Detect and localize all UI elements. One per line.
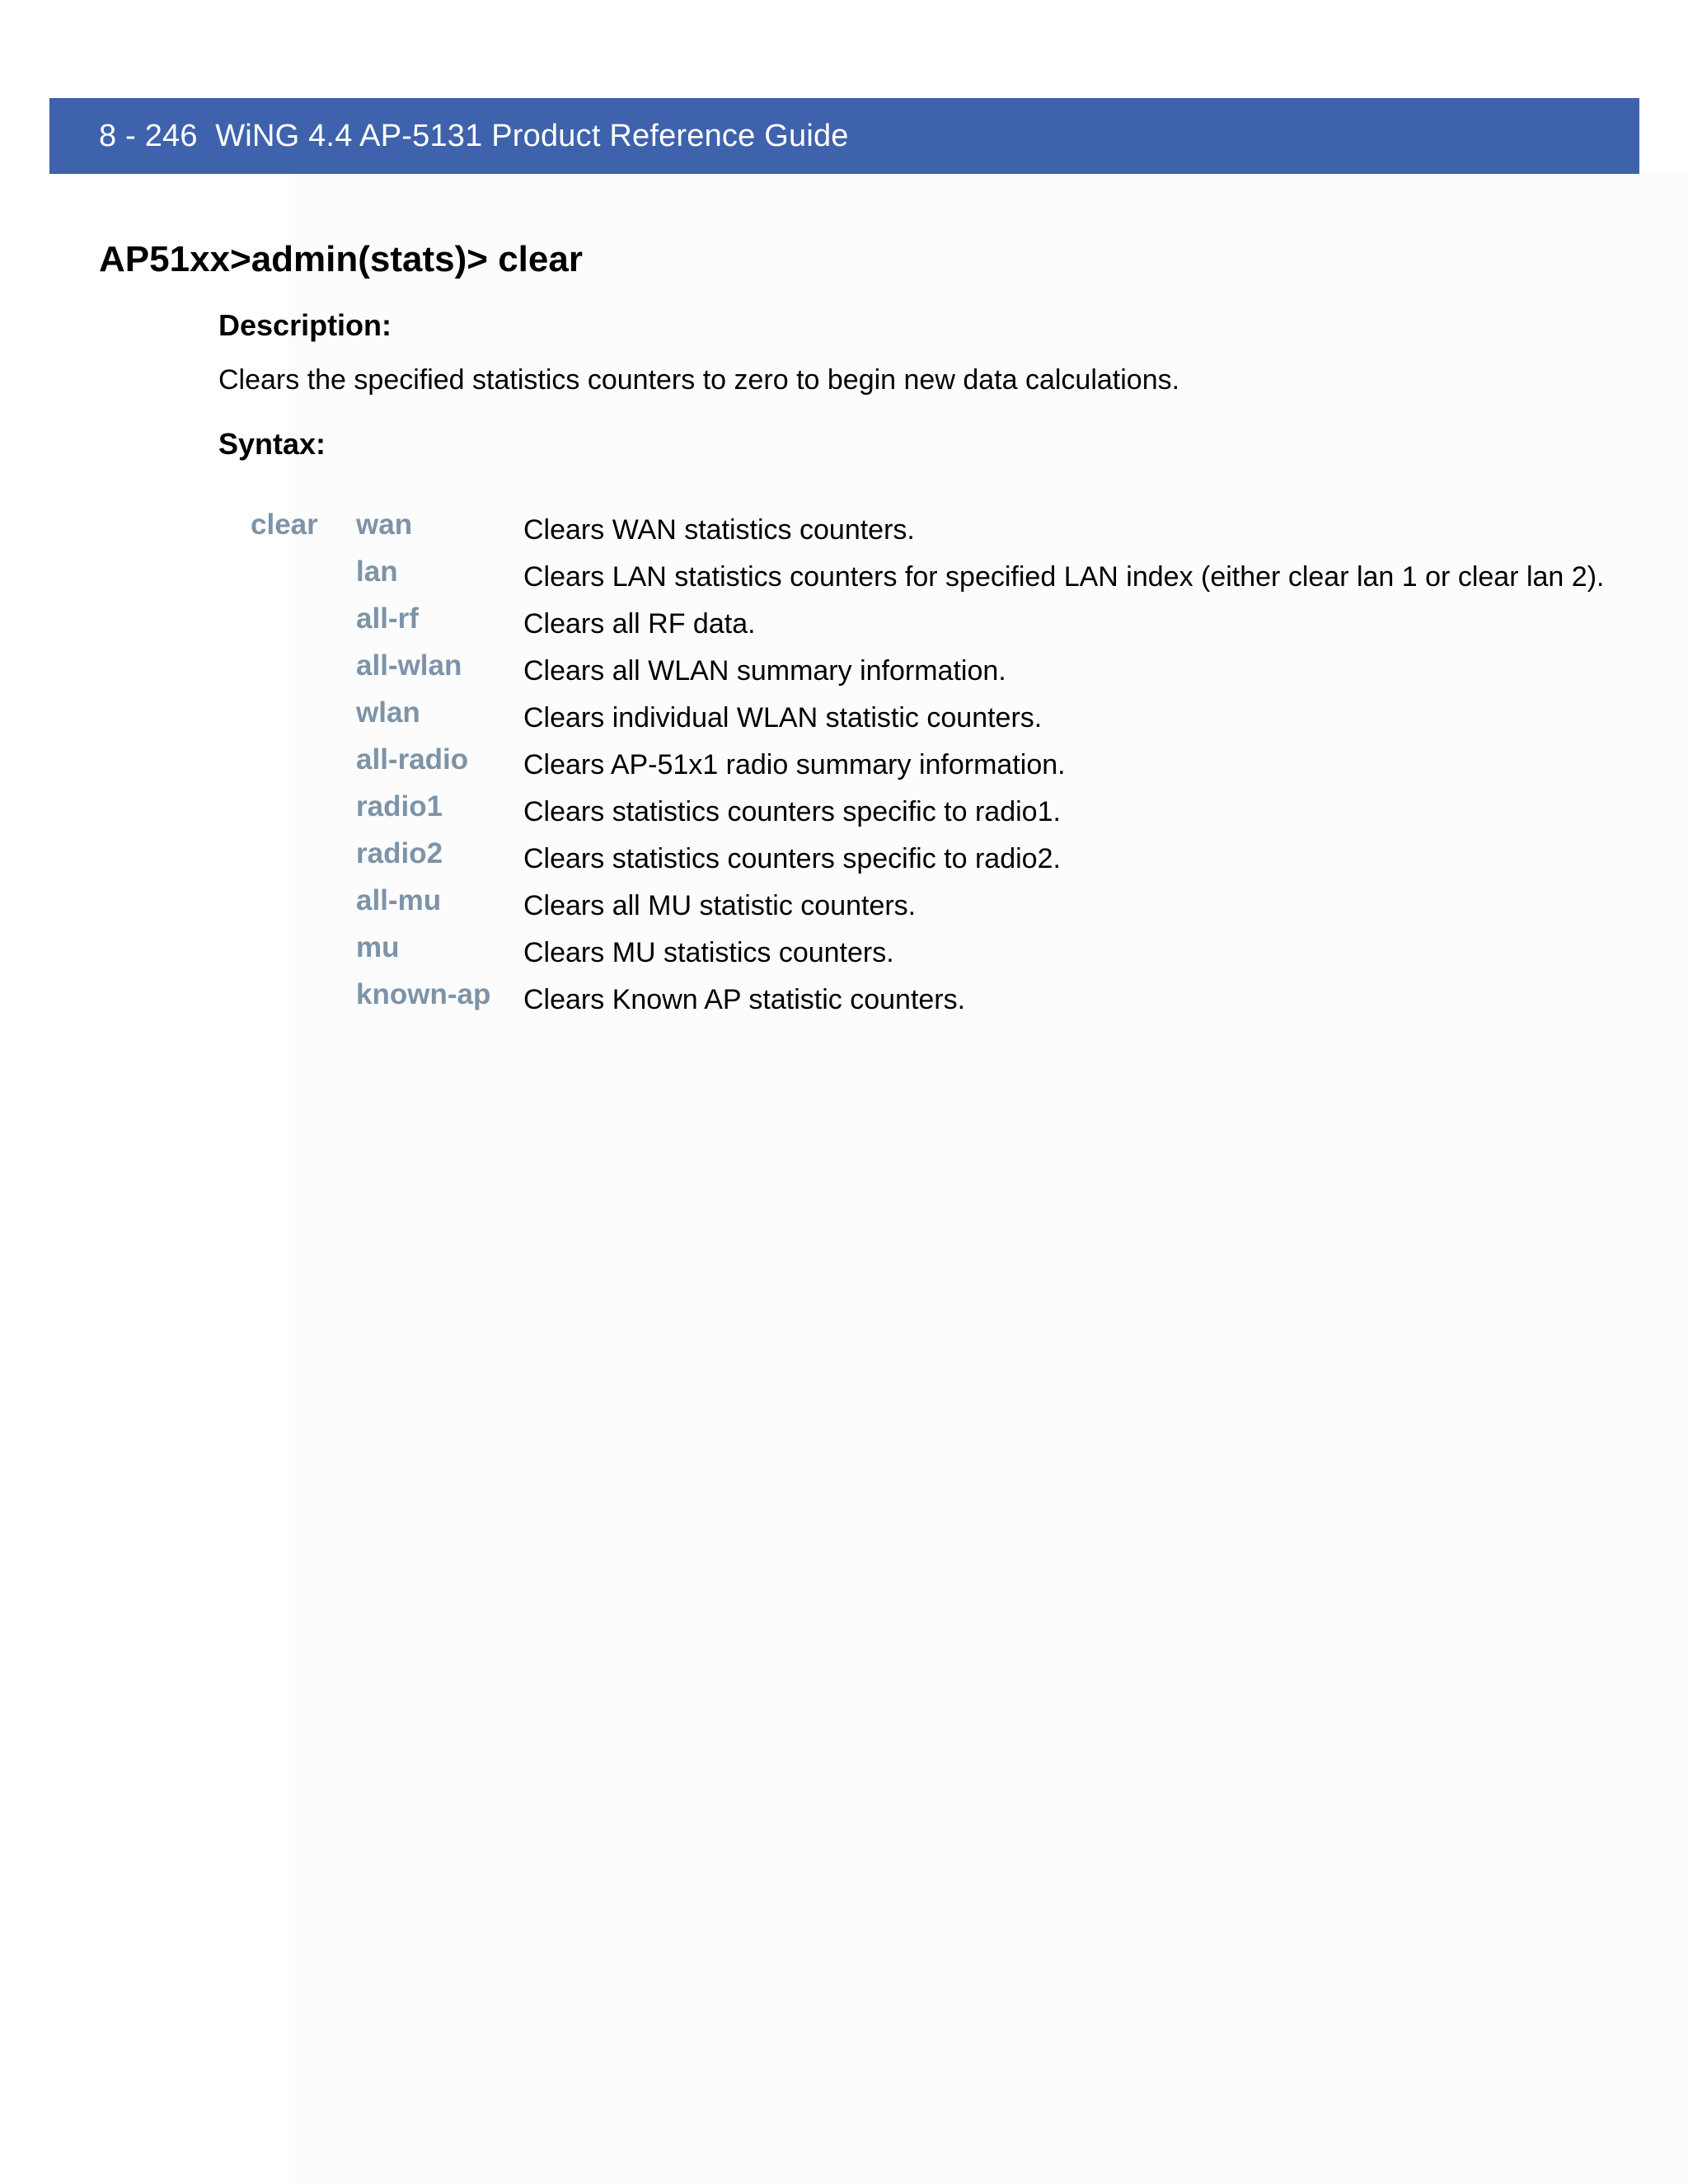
- option-description: Clears all RF data.: [523, 608, 756, 640]
- description-text: Clears the specified statistics counters to zero to begin new data calculations.: [218, 364, 1180, 396]
- option-name: all-mu: [356, 884, 442, 916]
- option-name: all-rf: [356, 602, 419, 635]
- option-name: lan: [356, 555, 398, 588]
- option-description: Clears WAN statistics counters.: [523, 514, 915, 546]
- syntax-options-table: [356, 504, 1642, 1021]
- syntax-row-all-rf: [356, 598, 1642, 645]
- option-name: wlan: [356, 696, 420, 729]
- option-name: wan: [356, 509, 413, 541]
- option-name: all-wlan: [356, 649, 462, 682]
- command-title: AP51xx>admin(stats)> clear: [99, 239, 583, 279]
- option-name: all-radio: [356, 743, 469, 776]
- option-description: Clears Known AP statistic counters.: [523, 984, 966, 1015]
- syntax-row-wlan: [356, 692, 1642, 739]
- syntax-row-radio2: [356, 833, 1642, 880]
- option-name: mu: [356, 931, 400, 963]
- syntax-row-all-radio: [356, 739, 1642, 786]
- option-description: Clears statistics counters specific to radio1.: [523, 796, 1061, 827]
- syntax-row-mu: [356, 927, 1642, 974]
- syntax-row-known-ap: [356, 974, 1642, 1021]
- page-header: [99, 98, 849, 174]
- page-number: 8 - 246: [99, 119, 198, 153]
- option-description: Clears statistics counters specific to radio2.: [523, 843, 1061, 874]
- option-name: radio1: [356, 790, 443, 823]
- syntax-heading: Syntax:: [218, 427, 326, 461]
- guide-title: WiNG 4.4 AP-5131 Product Reference Guide: [215, 119, 849, 153]
- content-panel: [288, 173, 1688, 2184]
- option-description: Clears individual WLAN statistic counters.: [523, 702, 1043, 733]
- syntax-keyword: clear: [251, 509, 318, 541]
- option-description: Clears MU statistics counters.: [523, 937, 894, 968]
- description-heading: Description:: [218, 308, 392, 342]
- option-description: Clears all MU statistic counters.: [523, 890, 917, 921]
- option-description: Clears all WLAN summary information.: [523, 655, 1006, 687]
- syntax-row-radio1: [356, 786, 1642, 833]
- option-name: known-ap: [356, 978, 491, 1010]
- syntax-row-lan: [356, 551, 1642, 598]
- option-name: radio2: [356, 837, 443, 869]
- option-description: Clears AP-51x1 radio summary information.: [523, 749, 1066, 780]
- syntax-row-all-mu: [356, 880, 1642, 927]
- option-description: Clears LAN statistics counters for specified LAN index (either clear lan 1 or clear lan 2).: [523, 561, 1605, 593]
- syntax-row-all-wlan: [356, 645, 1642, 692]
- syntax-row-wan: [356, 504, 1642, 551]
